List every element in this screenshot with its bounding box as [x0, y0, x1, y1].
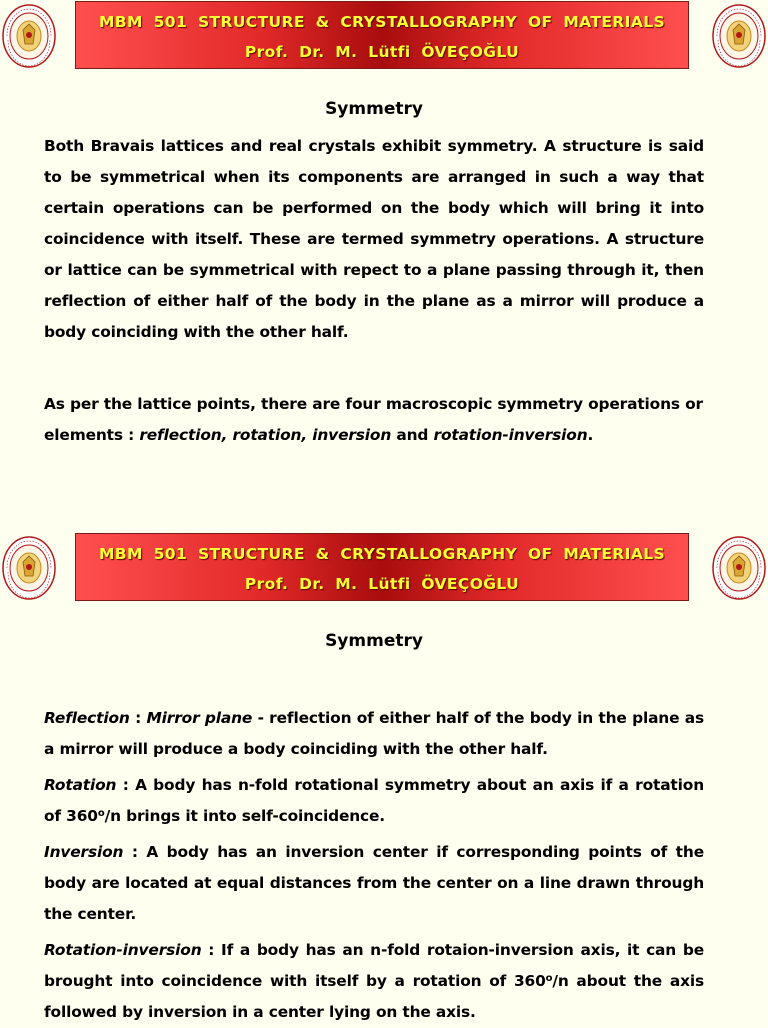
- paragraph-text: As per the lattice points, there are four macroscopic symmetry operations or elements :: [44, 395, 703, 444]
- definition-text: : A body has an inversion center if corresponding points of the body are located at equal distances from the center on a line drawn through the center.: [44, 843, 704, 923]
- definition-text: /n about the axis followed by inversion in a center lying on the axis.: [44, 972, 704, 1021]
- department-logo-icon: [712, 536, 766, 600]
- university-logo-icon: [2, 536, 56, 600]
- definition-text: : A body has n-fold rotational symmetry about an axis if a rotation of 360: [44, 776, 704, 825]
- slide-2: [0, 532, 768, 1024]
- definition-text: : If a body has an n-fold rotaion-inversion axis, it can be brought into coincidence with itself by a rotation of 360: [44, 941, 704, 990]
- header-banner: [75, 533, 689, 601]
- degree-superscript: o: [545, 973, 553, 984]
- professor-name: Prof. Dr. M. Lütfi ÖVEÇOĞLU: [244, 575, 520, 593]
- definition-text: /n brings it into self-coincidence.: [104, 807, 386, 825]
- symmetry-intro-paragraph: [44, 131, 704, 348]
- slide-title: Symmetry: [325, 99, 423, 119]
- term-inversion: inversion: [312, 426, 392, 444]
- professor-name: Prof. Dr. M. Lütfi ÖVEÇOĞLU: [244, 43, 520, 61]
- connector-text: and: [391, 426, 434, 444]
- slide-title: Symmetry: [325, 631, 423, 651]
- separator: :: [129, 709, 147, 727]
- university-logo-icon: [2, 4, 56, 68]
- paragraph-text: Both Bravais lattices and real crystals exhibit symmetry. A structure is said to be symmetrical when its components are arranged in such a way that certain operations can be performed on the body which will bring it into coincidence with itself. These are termed symmetry operations. A structure or lattice can be symmetrical with repect to a plane passing through it, then reflection of either half of the body in the plane as a mirror will produce a body coinciding with the other half.: [44, 137, 704, 341]
- term-rotation: rotation: [232, 426, 302, 444]
- degree-superscript: o: [97, 808, 105, 819]
- term-reflection: reflection: [139, 426, 222, 444]
- course-title: MBM 501 STRUCTURE & CRYSTALLOGRAPHY OF MATERIALS: [98, 545, 666, 563]
- definition-text: - reflection of either half of the body in the plane as a mirror will produce a body coinciding with the other half.: [44, 709, 705, 758]
- term-rotation: Rotation: [44, 776, 117, 794]
- course-title: MBM 501 STRUCTURE & CRYSTALLOGRAPHY OF MATERIALS: [98, 13, 666, 31]
- inversion-definition: [44, 837, 704, 930]
- header-banner: [75, 1, 689, 69]
- term-reflection: Reflection: [44, 709, 130, 727]
- rotation-definition: [44, 770, 704, 832]
- punctuation: .: [587, 426, 594, 444]
- rotation-inversion-definition: [44, 935, 704, 1028]
- reflection-definition: [44, 703, 704, 765]
- symmetry-elements-paragraph: As per the lattice points, there are four macroscopic symmetry operations or elements : reflection, rotation, inversion and rotation-inversion.: [44, 395, 703, 444]
- term-mirror-plane: Mirror plane: [146, 709, 253, 727]
- department-logo-icon: [712, 4, 766, 68]
- term-rotation-inversion: rotation-inversion: [433, 426, 588, 444]
- term-rotation-inversion: Rotation-inversion: [44, 941, 202, 959]
- term-inversion: Inversion: [44, 843, 124, 861]
